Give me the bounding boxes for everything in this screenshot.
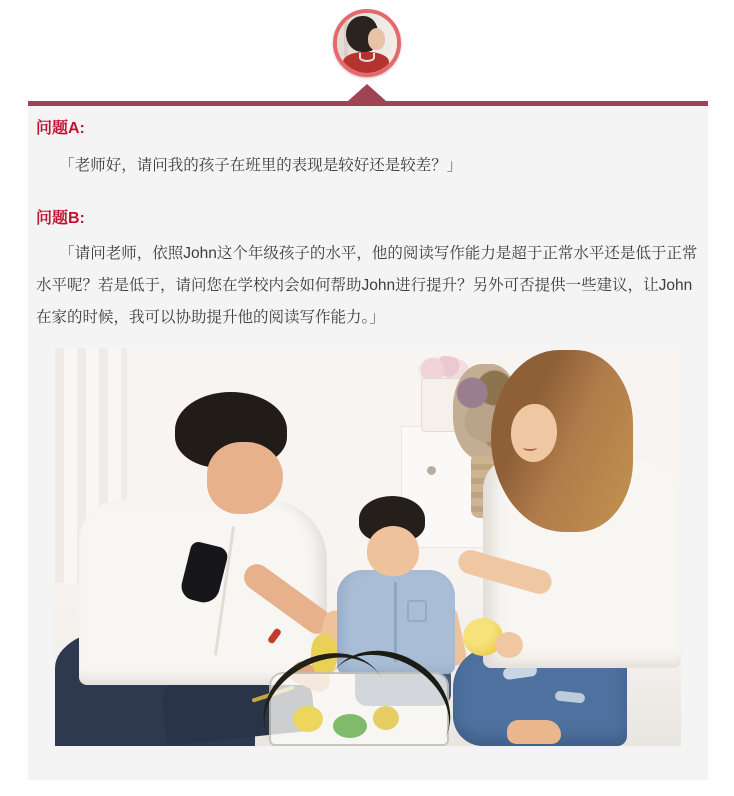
mother-hand [495,632,523,658]
photo-dresser-knob [427,466,436,475]
mother-foot [507,720,561,744]
mother-smile [523,444,537,451]
question-b-text: 「请问老师，依照John这个年级孩子的水平，他的阅读写作能力是超于正常水平还是低于正常水平呢？若是低于，请问您在学校内会如何帮助John进行提升？另外可否提供一些建议，让John在家的时候，我可以协助提升他的阅读写作能力。」 [36,245,698,326]
teacher-avatar [333,9,401,77]
child-shirt-placket [394,582,397,662]
header-banner [0,0,734,106]
avatar-face [368,28,385,50]
family-photo [55,348,681,746]
pointer-triangle-icon [348,84,386,101]
avatar-necklace [359,53,375,62]
question-b-label: 问题B: [36,210,85,227]
avatar-photo [337,13,397,73]
divider-rule [28,101,708,106]
content-panel [28,106,708,780]
question-a-text: 「老师好，请问我的孩子在班里的表现是较好还是较差？」 [59,157,463,174]
question-a-label: 问题A: [36,120,85,137]
child-face [367,526,419,576]
child-shirt-pocket [407,600,427,622]
